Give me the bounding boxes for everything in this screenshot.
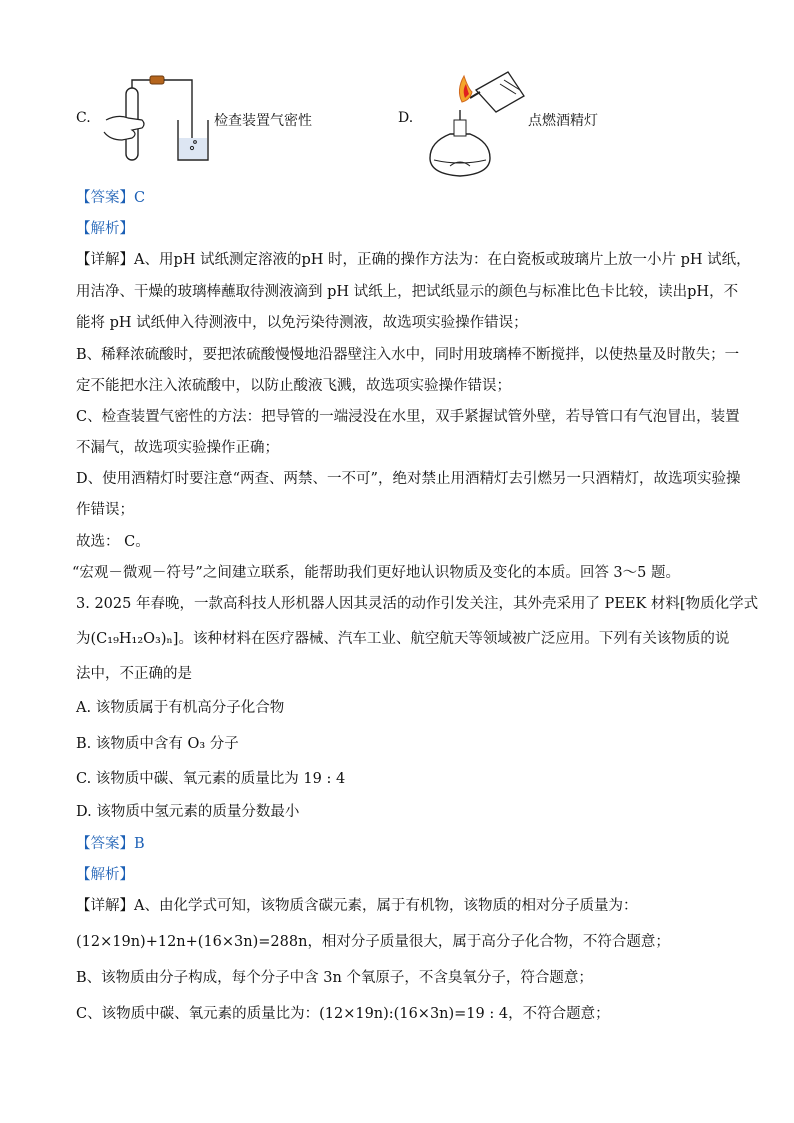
- detail-2-line-2: [76, 932, 670, 952]
- airtightness-apparatus-figure: [92, 70, 212, 165]
- detail-1-line-2: 用洁净、干燥的玻璃棒蘸取待测液滴到 pH 试纸上，把试纸显示的颜色与标准比色卡比较，读出pH，不: [76, 284, 739, 300]
- analysis-heading-1: 【解析】: [76, 221, 134, 237]
- alcohol-lamp-figure: [420, 62, 530, 182]
- detail-1-line-8: D、使用酒精灯时要注意“两查、两禁、一不可”，绝对禁止用酒精灯去引燃另一只酒精灯，故选项实验操: [76, 471, 741, 487]
- detail-1-line-7: 不漏气，故选项实验操作正确；: [76, 440, 279, 456]
- detail-1-line-9: 作错误；: [76, 502, 134, 518]
- answer-2: 【答案】B: [76, 836, 145, 852]
- detail-2-line-4-prefix: C、该物质中碳、氧元素的质量比为：: [76, 1006, 320, 1022]
- question-3-line-1: 3. 2025 年春晚，一款高科技人形机器人因其灵活的动作引发关注，其外壳采用了 PEEK 材料[物质化学式: [76, 596, 759, 612]
- option-d-caption: 点燃酒精灯: [528, 113, 598, 129]
- question-3-line-2-prefix: 为: [76, 631, 91, 647]
- detail-1-line-6: C、检查装置气密性的方法：把导管的一端浸没在水里，双手紧握试管外壁，若导管口有气泡冒出，装置: [76, 409, 740, 425]
- detail-1-line-3: 能将 pH 试纸伸入待测液中，以免污染待测液，故选项实验操作错误；: [76, 315, 528, 331]
- detail-2-line-3: B、该物质由分子构成，每个分子中含 3n 个氧原子，不含臭氧分子，符合题意；: [76, 970, 593, 986]
- option-c: C. 该物质中碳、氧元素的质量比为 19 : 4: [76, 771, 346, 787]
- detail-1-line-1: 【详解】A、用pH 试纸测定溶液的pH 时，正确的操作方法为：在白瓷板或玻璃片上放一小片 pH 试纸，: [76, 252, 751, 268]
- detail-1-conclusion: 故选： C。: [76, 534, 150, 550]
- detail-2-line-1: 【详解】A、由化学式可知，该物质含碳元素，属于有机物，该物质的相对分子质量为：: [76, 898, 638, 914]
- option-c-caption: 检查装置气密性: [214, 113, 312, 129]
- question-3-line-2: [76, 629, 729, 649]
- detail-2-line-2-text: ，相对分子质量很大，属于高分子化合物，不符合题意；: [307, 934, 670, 950]
- analysis-heading-2: 【解析】: [76, 867, 134, 883]
- detail-1-line-4: B、稀释浓硫酸时，要把浓硫酸慢慢地沿器壁注入水中，同时用玻璃棒不断搅拌，以使热量及时散失；一: [76, 347, 740, 363]
- detail-2-line-4-suffix: ，不符合题意；: [508, 1006, 610, 1022]
- peek-formula: (C₁₉H₁₂O₃)ₙ: [90, 631, 173, 647]
- option-c-label: C.: [76, 110, 91, 126]
- option-d-label: D.: [398, 110, 414, 126]
- option-b: B. 该物质中含有 O₃ 分子: [76, 736, 239, 752]
- section-intro: “宏观－微观－符号”之间建立联系，能帮助我们更好地认识物质及变化的本质。回答 3～5 题。: [72, 565, 680, 581]
- question-3-line-3: 法中，不正确的是: [76, 666, 192, 682]
- detail-2-line-4: [76, 1004, 610, 1024]
- option-d: D. 该物质中氢元素的质量分数最小: [76, 804, 300, 820]
- detail-1-line-5: 定不能把水注入浓硫酸中，以防止酸液飞溅，故选项实验操作错误；: [76, 378, 511, 394]
- molar-mass-equation: (12×19n)+12n+(16×3n)=288n: [76, 934, 308, 950]
- question-3-line-2-suffix: ]。该种材料在医疗器械、汽车工业、航空航天等领域被广泛应用。下列有关该物质的说: [172, 631, 730, 647]
- mass-ratio-equation: (12×19n):(16×3n)=19 : 4: [319, 1006, 509, 1022]
- option-a: A. 该物质属于有机高分子化合物: [76, 700, 285, 716]
- answer-1: 【答案】C: [76, 190, 146, 206]
